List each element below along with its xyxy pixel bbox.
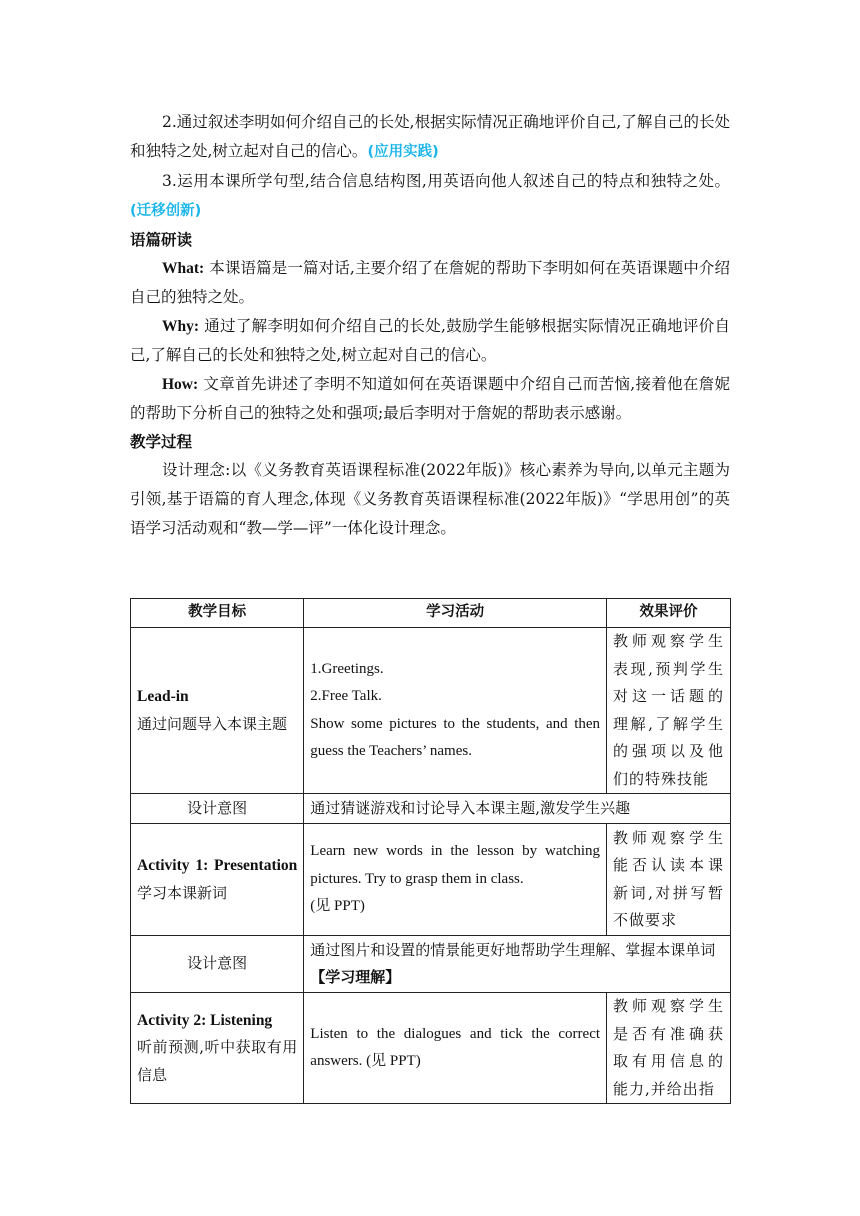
leadin-objective bbox=[131, 628, 304, 794]
process-heading: 教学过程 bbox=[130, 433, 193, 451]
leadin-activity bbox=[304, 628, 607, 794]
activity-2-subtitle: 听前预测,听中获取有用信息 bbox=[137, 1038, 298, 1084]
how-label: How: bbox=[162, 376, 199, 393]
what-text: 本课语篇是一篇对话,主要介绍了在詹妮的帮助下李明如何在英语课题中介绍自己的独特之处。 bbox=[130, 259, 730, 306]
activity-1-activity-ref: (见 PPT) bbox=[310, 898, 365, 915]
leadin-activity-2: 2.Free Talk. bbox=[310, 688, 382, 704]
goal-2-text: 2.通过叙述李明如何介绍自己的长处,根据实际情况正确地评价自己,了解自己的长处和独特之处,树立起对自己的信心。 bbox=[130, 113, 730, 160]
table-row-intent-2 bbox=[131, 936, 731, 993]
activity-2-activity: Listen to the dialogues and tick the correct answers. (见 PPT) bbox=[304, 993, 607, 1104]
activity-1-title: Activity 1: Presentation bbox=[137, 857, 298, 874]
activity-2-title: Activity 2: Listening bbox=[137, 1011, 273, 1029]
intent-2-label: 设计意图 bbox=[131, 936, 304, 993]
intent-1-label: 设计意图 bbox=[131, 794, 304, 824]
header-evaluation: 效果评价 bbox=[607, 599, 731, 628]
leadin-subtitle: 通过问题导入本课主题 bbox=[137, 714, 288, 733]
activity-2-objective bbox=[131, 993, 304, 1104]
leadin-evaluation: 教师观察学生表现,预判学生对这一话题的理解,了解学生的强项以及他们的特殊技能 bbox=[607, 628, 731, 794]
what-paragraph bbox=[130, 254, 730, 312]
why-text: 通过了解李明如何介绍自己的长处,鼓励学生能够根据实际情况正确地评价自己,了解自己的长处和独特之处,树立起对自己的信心。 bbox=[130, 317, 730, 364]
activity-2-evaluation: 教师观察学生是否有准确获取有用信息的能力,并给出指 bbox=[607, 993, 731, 1104]
table-row-activity-2 bbox=[131, 993, 731, 1104]
why-paragraph bbox=[130, 312, 730, 370]
design-paragraph: 设计理念:以《义务教育英语课程标准(2022年版)》核心素养为导向,以单元主题为引领,基于语篇的育人理念,体现《义务教育英语课程标准(2022年版)》“学思用创”的英语学习活动观和“教—学—评”一体化设计理念。 bbox=[130, 461, 730, 537]
activity-1-objective bbox=[131, 824, 304, 936]
what-label: What: bbox=[162, 260, 205, 277]
table-row-activity-1 bbox=[131, 824, 731, 936]
leadin-title: Lead-in bbox=[137, 688, 189, 705]
why-label: Why: bbox=[162, 318, 200, 335]
intent-1-text: 通过猜谜游戏和讨论导入本课主题,激发学生兴趣 bbox=[304, 794, 731, 824]
intent-2-cell bbox=[304, 936, 731, 993]
goal-3-tag: (迁移创新) bbox=[130, 203, 202, 219]
activity-1-activity bbox=[304, 824, 607, 936]
goal-2 bbox=[130, 108, 730, 167]
goal-3-text: 3.运用本课所学句型,结合信息结构图,用英语向他人叙述自己的特点和独特之处。 bbox=[162, 172, 730, 190]
leadin-activity-1: 1.Greetings. bbox=[310, 660, 384, 677]
activity-1-activity-text: Learn new words in the lesson by watching pictures. Try to grasp them in class. bbox=[310, 843, 601, 887]
goal-3 bbox=[130, 167, 730, 226]
intent-2-text: 通过图片和设置的情景能更好地帮助学生理解、掌握本课单词 bbox=[310, 940, 716, 959]
intent-2-tag: 【学习理解】 bbox=[310, 968, 401, 986]
activity-1-evaluation: 教师观察学生能否认读本课新词,对拼写暂不做要求 bbox=[607, 824, 731, 936]
leadin-activity-3: Show some pictures to the students, and then guess the Teachers’ names. bbox=[310, 715, 601, 759]
analysis-heading: 语篇研读 bbox=[130, 231, 193, 249]
activity-1-subtitle: 学习本课新词 bbox=[137, 883, 228, 902]
goal-2-tag: (应用实践) bbox=[367, 144, 439, 160]
table-header-row bbox=[131, 599, 731, 628]
header-activity: 学习活动 bbox=[304, 599, 607, 628]
lesson-plan-table bbox=[130, 598, 731, 1104]
how-paragraph bbox=[130, 370, 730, 428]
table-row-leadin bbox=[131, 628, 731, 794]
table-row-intent-1 bbox=[131, 794, 731, 824]
how-text: 文章首先讲述了李明不知道如何在英语课题中介绍自己而苦恼,接着他在詹妮的帮助下分析自己的独特之处和强项;最后李明对于詹妮的帮助表示感谢。 bbox=[130, 375, 730, 422]
document-body bbox=[130, 108, 730, 543]
header-objective: 教学目标 bbox=[131, 599, 304, 628]
